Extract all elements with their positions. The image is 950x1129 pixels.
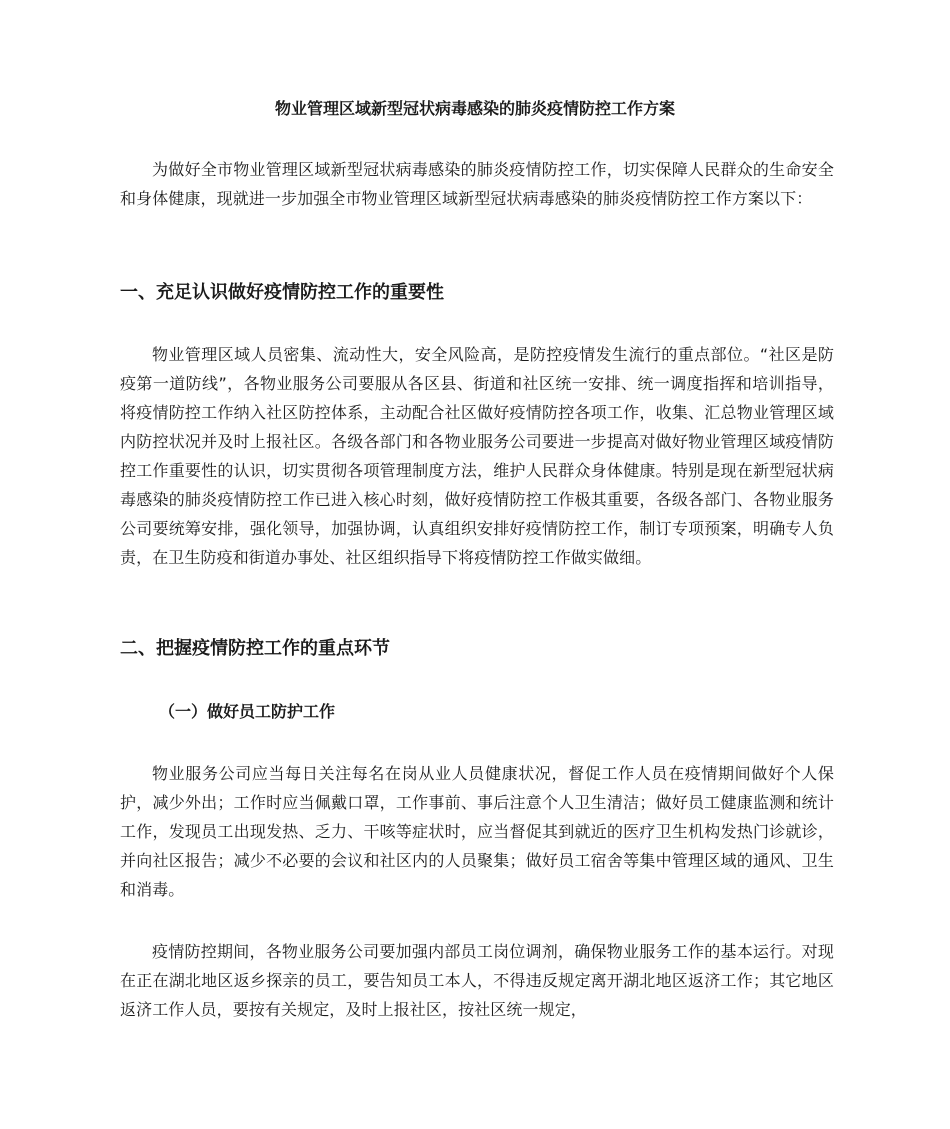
subsection-1-paragraph-2: 疫情防控期间，各物业服务公司要加强内部员工岗位调剂，确保物业服务工作的基本运行。对现在正在湖北地区返乡探亲的员工，要告知员工本人，不得违反规定离开湖北地区返济工作；其它地区返济工作人员，要按有关规定，及时上报社区，按社区统一规定， [120,942,834,1019]
section-1-heading: 一、充足认识做好疫情防控工作的重要性 [120,282,444,303]
subsection-1-paragraph-1: 物业服务公司应当每日关注每名在岗从业人员健康状况，督促工作人员在疫情期间做好个人保护，减少外出；工作时应当佩戴口罩，工作事前、事后注意个人卫生清洁；做好员工健康监测和统计工作，发现员工出现发热、乏力、干咳等症状时，应当督促其到就近的医疗卫生机构发热门诊就诊，并向社区报告；减少不必要的会议和社区内的人员聚集；做好员工宿舍等集中管理区域的通风、卫生和消毒。 [120,764,834,899]
intro-paragraph: 为做好全市物业管理区域新型冠状病毒感染的肺炎疫情防控工作，切实保障人民群众的生命安全和身体健康，现就进一步加强全市物业管理区域新型冠状病毒感染的肺炎疫情防控工作方案以下： [120,160,834,208]
document-title: 物业管理区域新型冠状病毒感染的肺炎疫情防控工作方案 [274,99,675,118]
subsection-1-heading: （一）做好员工防护工作 [159,702,336,721]
section-2-heading: 二、把握疫情防控工作的重点环节 [120,638,390,659]
section-1-paragraph: 物业管理区域人员密集、流动性大，安全风险高，是防控疫情发生流行的重点部位。“社区是防疫第一道防线”，各物业服务公司要服从各区县、街道和社区统一安排、统一调度指挥和培训指导，将疫情防控工作纳入社区防控体系，主动配合社区做好疫情防控各项工作，收集、汇总物业管理区域内防控状况并及时上报社区。各级各部门和各物业服务公司要进一步提高对做好物业管理区域疫情防控工作重要性的认识，切实贯彻各项管理制度方法，维护人民群众身体健康。特别是现在新型冠状病毒感染的肺炎疫情防控工作已进入核心时刻，做好疫情防控工作极其重要，各级各部门、各物业服务公司要统筹安排，强化领导，加强协调，认真组织安排好疫情防控工作，制订专项预案，明确专人负责，在卫生防疫和街道办事处、社区组织指导下将疫情防控工作做实做细。 [120,345,834,567]
